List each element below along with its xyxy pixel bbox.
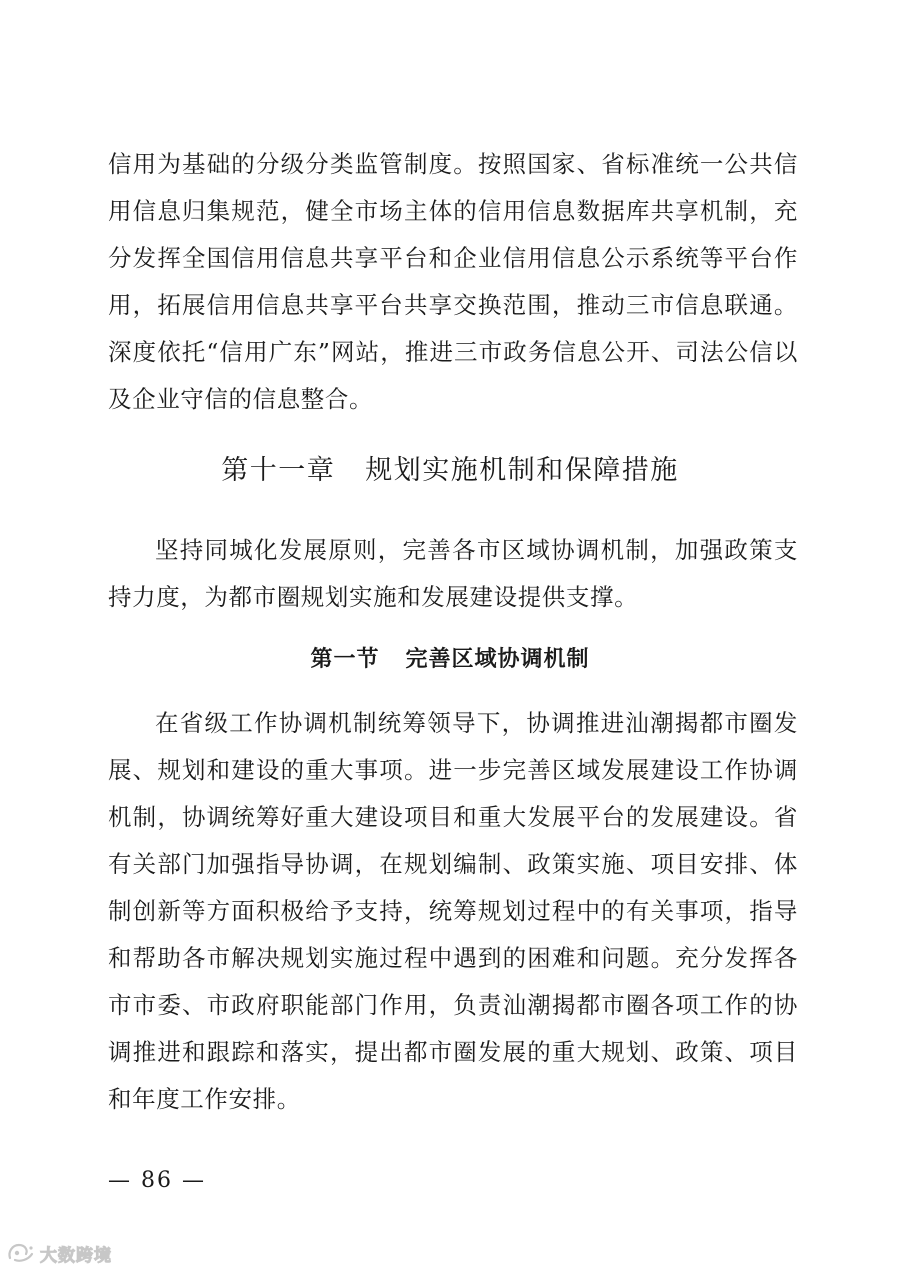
watermark [6,1240,112,1266]
section-number: 第一节 [310,647,380,672]
brand-logo-icon [6,1242,36,1264]
chapter-title: 规划实施机制和保障措施 [365,455,679,486]
section-heading [0,640,900,680]
section-title: 完善区域协调机制 [405,647,590,672]
section-body-paragraph: 在省级工作协调机制统筹领导下，协调推进汕潮揭都市圈发展、规划和建设的重大事项。进一步完善区域发展建设工作协调机制，协调统筹好重大建设项目和重大发展平台的发展建设。省有关部门加强指导协调，在规划编制、政策实施、项目安排、体制创新等方面积极给予支持，统筹规划过程中的有关事项，指导和帮助各市解决规划实施过程中遇到的困难和问题。充分发挥各市市委、市政府职能部门作用，负责汕潮揭都市圈各项工作的协调推进和跟踪和落实，提出都市圈发展的重大规划、政策、项目和年度工作安排。 [108,709,798,1113]
watermark-text: 大数跨境 [40,1245,112,1266]
page-number: — 86 — [108,1168,206,1193]
chapter-number: 第十一章 [221,455,336,486]
body-paragraph-continuation: 信用为基础的分级分类监管制度。按照国家、省标准统一公共信用信息归集规范，健全市场主体的信用信息数据库共享机制，充分发挥全国信用信息共享平台和企业信用信息公示系统等平台作用，拓展信用信息共享平台共享交换范围，推动三市信息联通。深度依托“信用广东”网站，推进三市政务信息公开、司法公信以及企业守信的信息整合。 [108,150,798,413]
chapter-heading [0,447,900,495]
chapter-intro-paragraph: 坚持同城化发展原则，完善各市区域协调机制，加强政策支持力度，为都市圈规划实施和发展建设提供支撑。 [108,536,798,611]
